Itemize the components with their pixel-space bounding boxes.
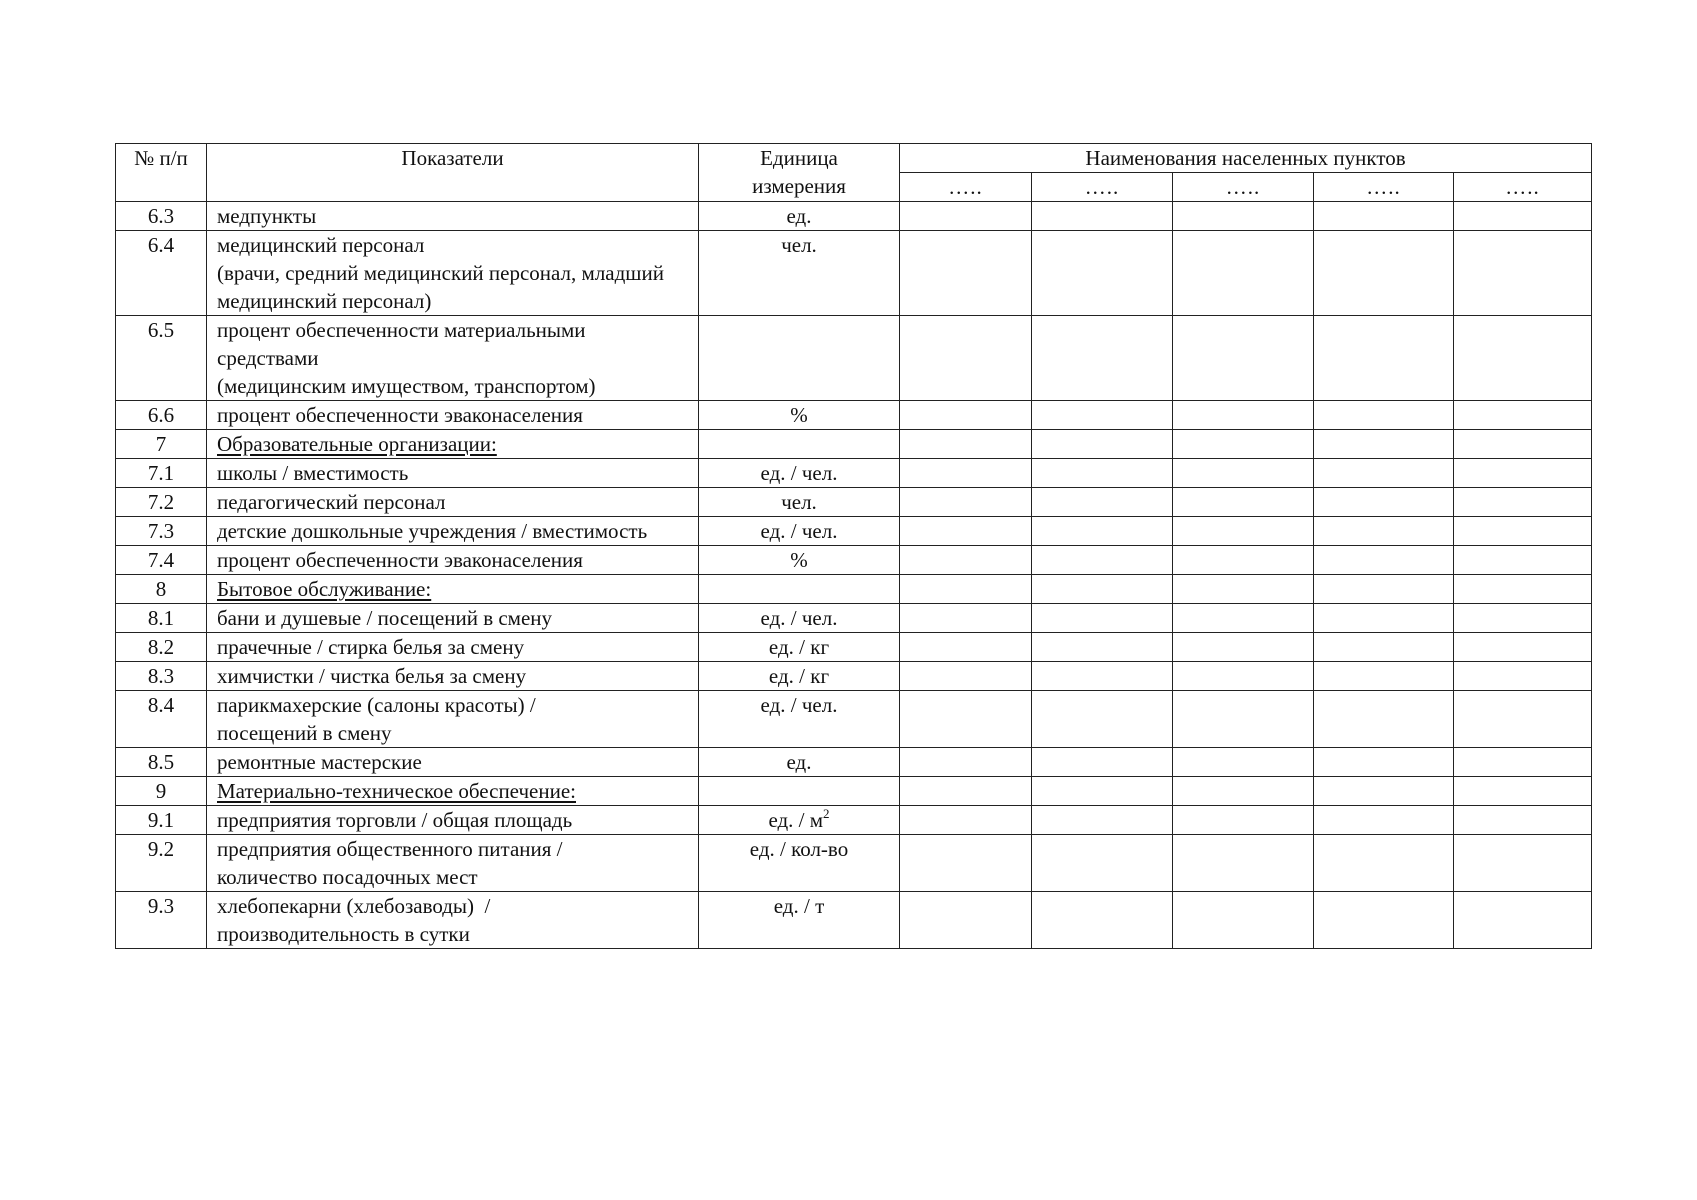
value-cell bbox=[1173, 459, 1314, 488]
value-cell bbox=[1032, 604, 1173, 633]
value-cell bbox=[1314, 892, 1454, 949]
value-cell bbox=[1032, 835, 1173, 892]
table-row bbox=[116, 892, 1592, 949]
section-title-text: Бытовое обслуживание: bbox=[217, 577, 432, 601]
value-cell bbox=[1314, 459, 1454, 488]
value-cell bbox=[900, 430, 1032, 459]
value-cell bbox=[1032, 488, 1173, 517]
value-cell bbox=[1454, 546, 1592, 575]
value-cell bbox=[1454, 202, 1592, 231]
value-cell bbox=[900, 835, 1032, 892]
row-indicator-line: посещений в смену bbox=[217, 721, 392, 745]
row-indicator-line: парикмахерские (салоны красоты) / bbox=[217, 693, 536, 717]
row-indicator bbox=[207, 892, 699, 949]
value-cell bbox=[1454, 488, 1592, 517]
table-row bbox=[116, 691, 1592, 748]
row-indicator-line: хлебопекарни (хлебозаводы) / bbox=[217, 894, 491, 918]
row-unit: ед. / кг bbox=[699, 633, 900, 662]
section-title-text: Материально-техническое обеспечение: bbox=[217, 779, 576, 803]
value-cell bbox=[1173, 202, 1314, 231]
value-cell bbox=[1173, 806, 1314, 835]
row-indicator: предприятия торговли / общая площадь bbox=[207, 806, 699, 835]
row-indicator: школы / вместимость bbox=[207, 459, 699, 488]
value-cell bbox=[1032, 231, 1173, 316]
value-cell bbox=[1173, 575, 1314, 604]
row-number: 7 bbox=[116, 430, 207, 459]
row-unit bbox=[699, 430, 900, 459]
value-cell bbox=[900, 202, 1032, 231]
section-title bbox=[207, 430, 699, 459]
value-cell bbox=[1454, 430, 1592, 459]
value-cell bbox=[1032, 575, 1173, 604]
value-cell bbox=[1454, 748, 1592, 777]
value-cell bbox=[1173, 777, 1314, 806]
header-unit-line1: Единица bbox=[760, 146, 838, 170]
value-cell bbox=[1173, 401, 1314, 430]
row-unit: ед. / чел. bbox=[699, 691, 900, 748]
header-unit bbox=[699, 144, 900, 202]
section-title-text: Образовательные организации: bbox=[217, 432, 497, 456]
table-row bbox=[116, 546, 1592, 575]
value-cell bbox=[1032, 892, 1173, 949]
value-cell bbox=[900, 488, 1032, 517]
unit-base: ед. / м bbox=[768, 808, 824, 832]
row-unit bbox=[699, 777, 900, 806]
value-cell bbox=[1314, 231, 1454, 316]
value-cell bbox=[1454, 662, 1592, 691]
header-indicator: Показатели bbox=[207, 144, 699, 202]
row-unit: ед. / чел. bbox=[699, 459, 900, 488]
row-indicator-line: процент обеспеченности материальными средствами bbox=[217, 318, 586, 370]
row-number: 6.3 bbox=[116, 202, 207, 231]
row-number: 6.6 bbox=[116, 401, 207, 430]
row-number: 7.1 bbox=[116, 459, 207, 488]
value-cell bbox=[1454, 231, 1592, 316]
value-cell bbox=[1173, 604, 1314, 633]
value-cell bbox=[1314, 633, 1454, 662]
value-cell bbox=[1314, 604, 1454, 633]
value-cell bbox=[1173, 517, 1314, 546]
table-row bbox=[116, 316, 1592, 401]
row-indicator: ремонтные мастерские bbox=[207, 748, 699, 777]
value-cell bbox=[1454, 316, 1592, 401]
value-cell bbox=[1173, 748, 1314, 777]
value-cell bbox=[900, 401, 1032, 430]
row-indicator: процент обеспеченности эваконаселения bbox=[207, 546, 699, 575]
row-number: 6.5 bbox=[116, 316, 207, 401]
value-cell bbox=[1314, 575, 1454, 604]
value-cell bbox=[900, 459, 1032, 488]
settlement-col-3: ….. bbox=[1173, 173, 1314, 202]
row-number: 7.3 bbox=[116, 517, 207, 546]
value-cell bbox=[1314, 517, 1454, 546]
value-cell bbox=[1314, 835, 1454, 892]
value-cell bbox=[900, 517, 1032, 546]
row-number: 8.4 bbox=[116, 691, 207, 748]
value-cell bbox=[1454, 806, 1592, 835]
table-row bbox=[116, 202, 1592, 231]
row-number: 8.2 bbox=[116, 633, 207, 662]
settlement-col-1: ….. bbox=[900, 173, 1032, 202]
row-unit: ед. / кол-во bbox=[699, 835, 900, 892]
table-row bbox=[116, 604, 1592, 633]
value-cell bbox=[1314, 401, 1454, 430]
row-indicator bbox=[207, 316, 699, 401]
value-cell bbox=[1032, 459, 1173, 488]
value-cell bbox=[1454, 401, 1592, 430]
value-cell bbox=[1454, 777, 1592, 806]
value-cell bbox=[900, 748, 1032, 777]
value-cell bbox=[1454, 691, 1592, 748]
value-cell bbox=[1032, 777, 1173, 806]
settlement-col-5: ….. bbox=[1454, 173, 1592, 202]
row-unit: ед. / чел. bbox=[699, 604, 900, 633]
row-number: 7.2 bbox=[116, 488, 207, 517]
value-cell bbox=[1314, 748, 1454, 777]
table-row bbox=[116, 806, 1592, 835]
row-number: 9 bbox=[116, 777, 207, 806]
row-number: 6.4 bbox=[116, 231, 207, 316]
row-indicator-line: производительность в сутки bbox=[217, 922, 470, 946]
value-cell bbox=[1173, 316, 1314, 401]
value-cell bbox=[1173, 892, 1314, 949]
value-cell bbox=[1173, 633, 1314, 662]
table-row bbox=[116, 488, 1592, 517]
value-cell bbox=[1454, 604, 1592, 633]
row-indicator-line: (медицинским имуществом, транспортом) bbox=[217, 374, 596, 398]
value-cell bbox=[900, 777, 1032, 806]
value-cell bbox=[1032, 546, 1173, 575]
row-unit: ед. bbox=[699, 748, 900, 777]
table-row bbox=[116, 401, 1592, 430]
value-cell bbox=[900, 806, 1032, 835]
value-cell bbox=[1173, 430, 1314, 459]
value-cell bbox=[900, 316, 1032, 401]
row-number: 9.2 bbox=[116, 835, 207, 892]
table-row bbox=[116, 662, 1592, 691]
row-unit: чел. bbox=[699, 488, 900, 517]
value-cell bbox=[900, 546, 1032, 575]
value-cell bbox=[1314, 202, 1454, 231]
value-cell bbox=[1032, 662, 1173, 691]
settlement-col-4: ….. bbox=[1314, 173, 1454, 202]
row-indicator: процент обеспеченности эваконаселения bbox=[207, 401, 699, 430]
value-cell bbox=[1454, 575, 1592, 604]
row-unit bbox=[699, 806, 900, 835]
table-row bbox=[116, 231, 1592, 316]
table-section-row bbox=[116, 430, 1592, 459]
row-number: 8.1 bbox=[116, 604, 207, 633]
value-cell bbox=[900, 575, 1032, 604]
row-number: 8.3 bbox=[116, 662, 207, 691]
value-cell bbox=[1032, 401, 1173, 430]
row-unit: % bbox=[699, 546, 900, 575]
value-cell bbox=[1314, 777, 1454, 806]
table-row bbox=[116, 517, 1592, 546]
value-cell bbox=[1173, 488, 1314, 517]
table-row bbox=[116, 748, 1592, 777]
value-cell bbox=[1032, 633, 1173, 662]
row-number: 7.4 bbox=[116, 546, 207, 575]
table-row bbox=[116, 835, 1592, 892]
section-title bbox=[207, 575, 699, 604]
row-indicator-line: количество посадочных мест bbox=[217, 865, 478, 889]
section-title bbox=[207, 777, 699, 806]
value-cell bbox=[1032, 202, 1173, 231]
settlement-col-2: ….. bbox=[1032, 173, 1173, 202]
settlements-indicators-table bbox=[115, 143, 1592, 949]
row-indicator: детские дошкольные учреждения / вместимость bbox=[207, 517, 699, 546]
row-indicator-line: (врачи, средний медицинский персонал, младший медицинский персонал) bbox=[217, 261, 664, 313]
header-unit-line2: измерения bbox=[752, 174, 846, 198]
row-indicator: химчистки / чистка белья за смену bbox=[207, 662, 699, 691]
value-cell bbox=[900, 633, 1032, 662]
table-section-row bbox=[116, 575, 1592, 604]
row-number: 9.1 bbox=[116, 806, 207, 835]
value-cell bbox=[1173, 231, 1314, 316]
value-cell bbox=[1454, 633, 1592, 662]
value-cell bbox=[1173, 691, 1314, 748]
row-indicator bbox=[207, 691, 699, 748]
value-cell bbox=[1454, 892, 1592, 949]
value-cell bbox=[1314, 806, 1454, 835]
row-unit: ед. bbox=[699, 202, 900, 231]
value-cell bbox=[1032, 806, 1173, 835]
value-cell bbox=[1032, 748, 1173, 777]
header-num: № п/п bbox=[116, 144, 207, 202]
value-cell bbox=[1173, 546, 1314, 575]
table-row bbox=[116, 633, 1592, 662]
value-cell bbox=[1314, 691, 1454, 748]
header-settlements: Наименования населенных пунктов bbox=[900, 144, 1592, 173]
row-unit: % bbox=[699, 401, 900, 430]
row-number: 8 bbox=[116, 575, 207, 604]
value-cell bbox=[1314, 488, 1454, 517]
value-cell bbox=[1173, 835, 1314, 892]
row-indicator bbox=[207, 231, 699, 316]
value-cell bbox=[900, 892, 1032, 949]
row-unit bbox=[699, 316, 900, 401]
value-cell bbox=[1454, 517, 1592, 546]
row-indicator: педагогический персонал bbox=[207, 488, 699, 517]
document-page bbox=[115, 143, 1591, 949]
value-cell bbox=[1314, 662, 1454, 691]
value-cell bbox=[1173, 662, 1314, 691]
row-indicator bbox=[207, 835, 699, 892]
value-cell bbox=[1454, 835, 1592, 892]
value-cell bbox=[900, 231, 1032, 316]
value-cell bbox=[1314, 316, 1454, 401]
row-unit bbox=[699, 575, 900, 604]
row-unit: ед. / чел. bbox=[699, 517, 900, 546]
row-indicator-line: медицинский персонал bbox=[217, 233, 425, 257]
row-indicator: бани и душевые / посещений в смену bbox=[207, 604, 699, 633]
row-indicator: медпункты bbox=[207, 202, 699, 231]
row-indicator: прачечные / стирка белья за смену bbox=[207, 633, 699, 662]
row-indicator-line: предприятия общественного питания / bbox=[217, 837, 563, 861]
row-number: 9.3 bbox=[116, 892, 207, 949]
row-unit: ед. / т bbox=[699, 892, 900, 949]
row-unit: чел. bbox=[699, 231, 900, 316]
value-cell bbox=[1454, 459, 1592, 488]
value-cell bbox=[1032, 691, 1173, 748]
value-cell bbox=[900, 662, 1032, 691]
unit-superscript: 2 bbox=[823, 806, 830, 821]
value-cell bbox=[1314, 430, 1454, 459]
row-unit: ед. / кг bbox=[699, 662, 900, 691]
value-cell bbox=[1032, 517, 1173, 546]
table-row bbox=[116, 459, 1592, 488]
value-cell bbox=[1314, 546, 1454, 575]
value-cell bbox=[900, 604, 1032, 633]
row-number: 8.5 bbox=[116, 748, 207, 777]
value-cell bbox=[1032, 316, 1173, 401]
value-cell bbox=[900, 691, 1032, 748]
table-section-row bbox=[116, 777, 1592, 806]
value-cell bbox=[1032, 430, 1173, 459]
